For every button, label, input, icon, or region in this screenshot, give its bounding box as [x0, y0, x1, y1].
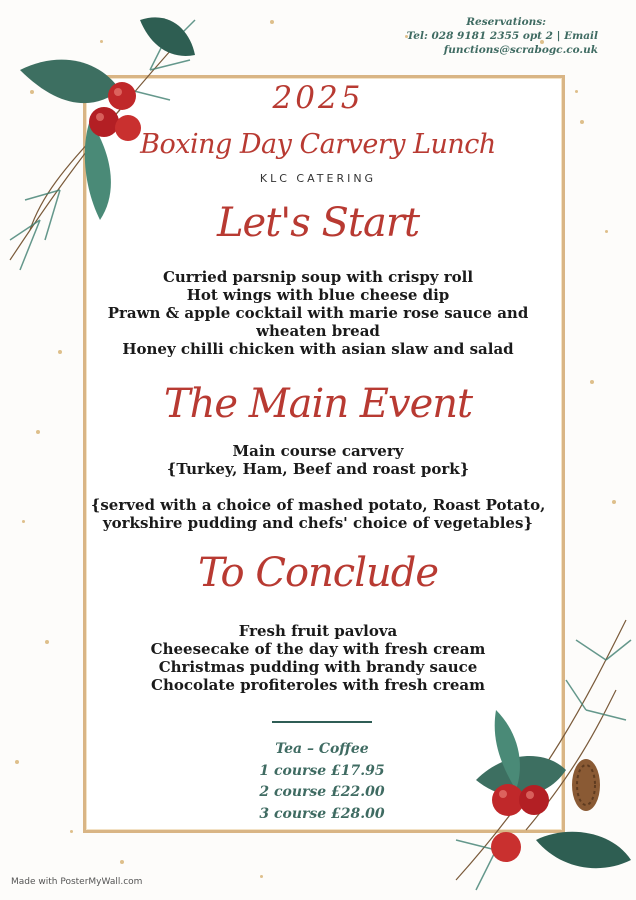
menu-item: Main course carvery — [232, 442, 404, 460]
reservations-title: Reservations: — [466, 16, 546, 28]
section-heading-conclude: To Conclude — [197, 550, 439, 596]
price-option: 1 course £17.95 — [259, 762, 385, 779]
menu-item: Fresh fruit pavlova — [238, 622, 398, 640]
divider — [272, 721, 372, 723]
starters-list — [80, 268, 556, 358]
event-title: Boxing Day Carvery Lunch — [140, 129, 496, 160]
price-option: 2 course £22.00 — [259, 784, 385, 800]
reservations-email: functions@scrabogc.co.uk — [443, 44, 598, 56]
reservations-info — [338, 15, 598, 57]
section-heading-main: The Main Event — [163, 381, 473, 427]
menu-note: yorkshire pudding and chefs' choice of vegetables} — [102, 514, 534, 532]
caterer-name: KLC CATERING — [259, 172, 377, 185]
menu-item: Chocolate profiteroles with fresh cream — [151, 676, 485, 694]
menu-item: wheaten bread — [256, 322, 380, 340]
menu-note: {served with a choice of mashed potato, Roast Potato, — [90, 496, 546, 514]
section-heading-start: Let's Start — [216, 200, 420, 246]
menu-item: Honey chilli chicken with asian slaw and salad — [122, 340, 514, 358]
menu-item: Curried parsnip soup with crispy roll — [162, 268, 474, 286]
menu-item: Christmas pudding with brandy sauce — [158, 658, 478, 676]
watermark: Made with PosterMyWall.com — [11, 877, 143, 887]
price-option: 3 course £28.00 — [259, 805, 385, 822]
main-course-list — [80, 442, 556, 532]
event-year: 2025 — [272, 80, 364, 116]
reservations-phone: Tel: 028 9181 2355 opt 2 | Email — [406, 30, 598, 42]
menu-item: Hot wings with blue cheese dip — [186, 286, 450, 304]
pricing-list — [200, 739, 444, 825]
menu-item: {Turkey, Ham, Beef and roast pork} — [166, 460, 470, 478]
menu-item: Cheesecake of the day with fresh cream — [150, 640, 486, 658]
drinks-label: Tea – Coffee — [275, 741, 369, 757]
menu-item: Prawn & apple cocktail with marie rose sauce and — [107, 304, 529, 322]
dessert-list — [80, 622, 556, 694]
